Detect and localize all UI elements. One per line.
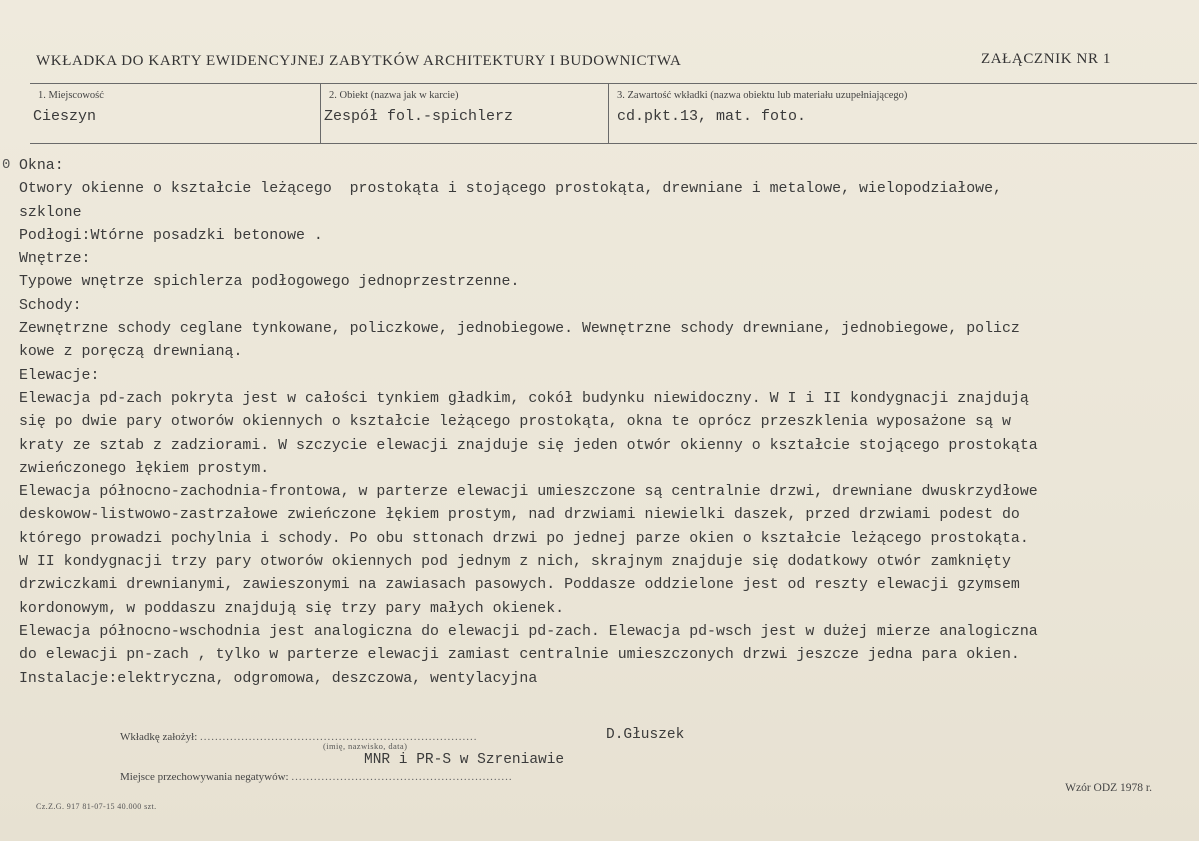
text-line: się po dwie pary otworów okiennych o kształcie leżącego prostokąta, okna te oprócz przeszklenia wyposażone są w	[19, 414, 1011, 431]
text-line: Okna:	[19, 158, 64, 174]
text-line: którego prowadzi pochylnia i schody. Po obu sttonach drzwi po jednej parze okien o kształcie leżącego prostokąta.	[19, 530, 1029, 547]
typed-description	[19, 155, 1189, 691]
text-line: do elewacji pn-zach , tylko w parterze elewacji zamiast centralnie umieszczonych drzwi jeszcze jedna para okien.	[19, 647, 1020, 664]
form-model: Wzór ODZ 1978 r.	[1065, 782, 1152, 794]
field-object	[320, 84, 609, 143]
text-line: W II kondygnacji trzy pary otworów okiennych pod jednym z nich, skrajnym znajduje się dodatkowy otwór zamknięty	[19, 554, 1011, 571]
negatives-value: MNR i PR-S w Szreniawie	[364, 752, 565, 768]
form-title: WKŁADKA DO KARTY EWIDENCYJNEJ ZABYTKÓW ARCHITEKTURY I BUDOWNICTWA	[36, 53, 682, 69]
text-line: Elewacja północno-wschodnia jest analogiczna do elewacji pd-zach. Elewacja pd-wsch jest w dużej mierze analogiczna	[19, 623, 1038, 640]
prepared-by-value: D.Głuszek	[606, 727, 685, 743]
field-value: Cieszyn	[33, 108, 97, 125]
text-line: Elewacja pd-zach pokryta jest w całości tynkiem gładkim, cokół budynku niewidoczny. W I i II kondygnacji znajdują	[19, 390, 1029, 407]
text-line: Otwory okienne o kształcie leżącego prostokąta i stojącego prostokąta, drewniane i metalowe, wielopodziałowe,	[19, 181, 1002, 198]
header-fields-row	[30, 83, 1197, 144]
text-line: Podłogi:Wtórne posadzki betonowe .	[19, 227, 323, 244]
attachment-number: ZAŁĄCZNIK NR 1	[980, 51, 1111, 67]
field-label: 3. Zawartość wkładki (nazwa obiektu lub materiału uzupełniającego)	[617, 90, 908, 101]
text-line: zwieńczonego łękiem prostym.	[19, 460, 270, 477]
field-value: cd.pkt.13, mat. foto.	[617, 108, 807, 125]
text-line: Schody:	[19, 297, 82, 314]
field-contents	[608, 84, 1198, 143]
negatives-dots: ...........................................................	[291, 771, 513, 783]
prepared-by-sublabel: (imię, nazwisko, data)	[323, 741, 408, 751]
text-line: kowe z poręczą drewnianą.	[19, 344, 243, 361]
field-label: 2. Obiekt (nazwa jak w karcie)	[329, 90, 459, 101]
text-line: Zewnętrzne schody ceglane tynkowane, policzkowe, jednobiegowe. Wewnętrzne schody drewniane, jednobiegowe, policz	[19, 321, 1020, 338]
prepared-by-line	[120, 731, 478, 743]
margin-mark: 0	[2, 157, 11, 173]
text-line: kraty ze sztab z zadziorami. W szczycie elewacji znajduje się jeden otwór okienny o kształcie stojącego prostokąta	[19, 437, 1038, 454]
prepared-by-dots: ..........................................................................	[200, 731, 478, 743]
text-line: deskowow-listwowo-zastrzałowe zwieńczone łękiem prostym, nad drzwiami niewielki daszek, przed drzwiami podest do	[19, 507, 1020, 524]
negatives-label: Miejsce przechowywania negatywów:	[120, 771, 289, 783]
negatives-line	[120, 771, 513, 783]
text-line: szklone	[19, 204, 82, 221]
text-line: Elewacje:	[19, 367, 100, 384]
field-label: 1. Miejscowość	[38, 90, 104, 101]
text-line: Elewacja północno-zachodnia-frontowa, w parterze elewacji umieszczone są centralnie drzwi, drewniane dwuskrzydłowe	[19, 484, 1038, 501]
text-line: Wnętrze:	[19, 251, 91, 268]
prepared-by-label: Wkładkę założył:	[120, 731, 198, 743]
text-line: kordonowym, w poddaszu znajdują się trzy pary małych okienek.	[19, 600, 565, 617]
text-line: Instalacje:elektryczna, odgromowa, deszczowa, wentylacyjna	[19, 670, 538, 687]
text-line: drzwiczkami drewnianymi, zawieszonymi na zawiasach pasowych. Poddasze oddzielone jest od reszty elewacji gzymsem	[19, 577, 1020, 594]
print-code: Cz.Z.G. 917 81-07-15 40.000 szt.	[36, 802, 157, 811]
field-value: Zespół fol.-spichlerz	[324, 108, 514, 125]
field-locality	[30, 84, 320, 143]
text-line: Typowe wnętrze spichlerza podłogowego jednoprzestrzenne.	[19, 274, 520, 291]
